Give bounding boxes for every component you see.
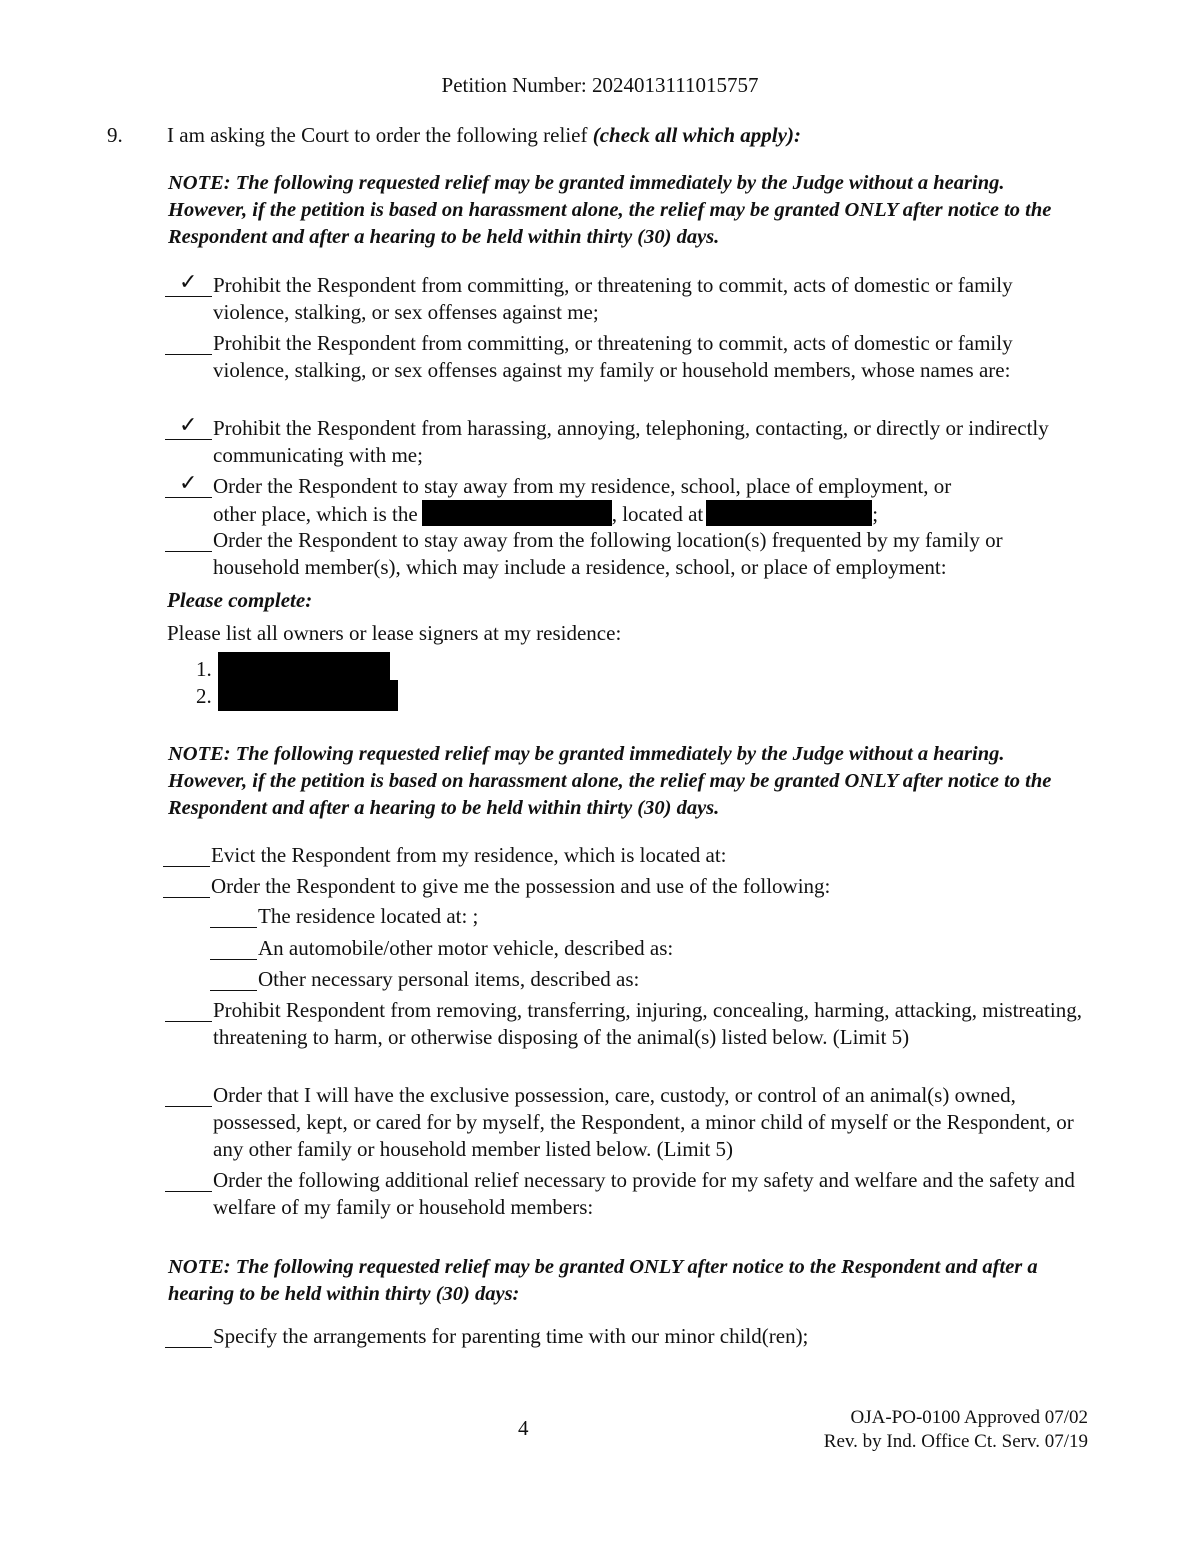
redacted-owner-1 [218,652,390,682]
note-after-hearing: NOTE: The following requested relief may be granted ONLY after notice to the Respondent and after a hearing to be held within thirty (30) days: [168,1256,1038,1305]
checkbox-line[interactable] [163,873,210,898]
check-mark-icon: ✓ [179,270,198,295]
check-mark-icon: ✓ [179,471,198,496]
owner-list-number-1: 1. [196,657,212,681]
section-number: 9. [107,123,123,147]
relief-text: Prohibit the Respondent from committing, or threatening to commit, acts of domestic or family violence, stalking, or sex offenses against me; [213,273,1013,324]
note-immediate-relief-2: NOTE: The following requested relief may be granted immediately by the Judge without a hearing. However, if the petition is based on harassment alone, the relief may be granted ONLY after notice to the Respondent and after a hearing to be held within thirty (30) days. [168,743,1052,819]
check-mark-icon: ✓ [179,413,198,438]
relief-text-line2a: other place, which is the [213,502,418,526]
relief-text: Order that I will have the exclusive possession, care, custody, or control of an animal(s) owned, possessed, kept, or cared for by myself, the Respondent, a minor child of myself or the Respondent, or any other family or household member listed below. (Limit 5) [213,1083,1074,1161]
relief-text: The residence located at: ; [258,904,479,928]
owners-label: Please list all owners or lease signers at my residence: [167,621,622,645]
relief-text: An automobile/other motor vehicle, described as: [258,936,674,960]
checkbox-line[interactable] [210,903,257,928]
form-id: OJA-PO-0100 Approved 07/02 [850,1407,1088,1428]
relief-text-line1: Order the Respondent to stay away from my residence, school, place of employment, or [213,474,952,498]
checkbox-line[interactable] [163,842,210,867]
relief-text: Other necessary personal items, described as: [258,967,640,991]
form-revision: Rev. by Ind. Office Ct. Serv. 07/19 [823,1431,1088,1452]
relief-text: Order the Respondent to stay away from the following location(s) frequented by my family or household member(s), which may include a residence, school, or place of employment: [213,528,1003,579]
relief-text: Specify the arrangements for parenting time with our minor child(ren); [213,1324,809,1348]
relief-text: Prohibit the Respondent from harassing, annoying, telephoning, contacting, or directly or indirectly communicating with me; [213,416,1049,467]
redacted-place [422,500,612,526]
petition-number: Petition Number: 2024013111015757 [441,73,759,97]
page-number: 4 [518,1416,529,1440]
relief-text: Order the Respondent to give me the possession and use of the following: [211,874,831,898]
relief-text-line2b: , located at [611,502,704,526]
redacted-owner-2 [218,680,398,711]
checkbox-line[interactable] [165,997,212,1022]
relief-text: Prohibit Respondent from removing, transferring, injuring, concealing, harming, attacking, mistreating, threatening to harm, or otherwise disposing of the animal(s) listed below. (Limit 5) [213,998,1082,1049]
checkbox-line[interactable] [165,330,212,355]
redacted-address [706,500,872,526]
relief-text-line2c: ; [872,502,879,526]
form-footer [780,1406,1088,1454]
relief-text: Prohibit the Respondent from committing, or threatening to commit, acts of domestic or family violence, stalking, or sex offenses against my family or household members, whose names are: [213,331,1013,382]
section-intro-text: I am asking the Court to order the following relief [167,123,593,147]
note-immediate-relief-1: NOTE: The following requested relief may be granted immediately by the Judge without a hearing. However, if the petition is based on harassment alone, the relief may be granted ONLY after notice to the Respondent and after a hearing to be held within thirty (30) days. [168,172,1052,248]
checkbox-line[interactable] [210,966,257,991]
section-intro [167,122,1127,149]
checkbox-line[interactable] [210,935,257,960]
relief-text: Evict the Respondent from my residence, which is located at: [211,843,727,867]
checkbox-line[interactable] [165,1323,212,1348]
checkbox-line[interactable] [165,1082,212,1107]
owner-list-number-2: 2. [196,684,212,708]
relief-text: Order the following additional relief necessary to provide for my safety and welfare and the safety and welfare of my family or household members: [213,1168,1075,1219]
relief-text [213,473,1085,528]
please-complete-heading: Please complete: [167,588,313,612]
section-intro-emphasis: (check all which apply): [592,123,801,147]
checkbox-line[interactable] [165,527,212,552]
checkbox-line[interactable] [165,1167,212,1192]
